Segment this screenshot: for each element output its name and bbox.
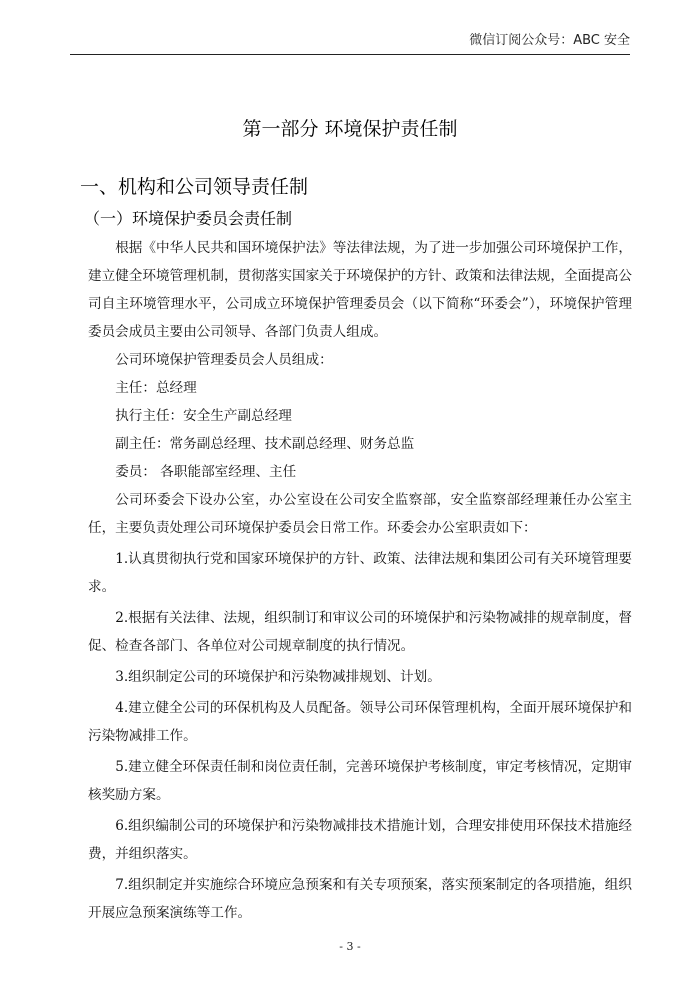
duty-item-1: 1.认真贯彻执行党和国家环境保护的方针、政策、法律法规和集团公司有关环境管理要求。	[88, 551, 632, 595]
document-title: 第一部分 环境保护责任制	[242, 118, 458, 140]
section-heading: 一、机构和公司领导责任制	[80, 176, 309, 198]
duty-item-7: 7.组织制定并实施综合环境应急预案和有关专项预案，落实预案制定的各项措施，组织开展应急预案演练等工作。	[88, 877, 632, 921]
duty-item-4: 4.建立健全公司的环保机构及人员配备。领导公司环保管理机构，全面开展环境保护和污染物减排工作。	[88, 700, 632, 744]
body-text	[88, 234, 632, 927]
paragraph-executive-director: 执行主任：安全生产副总经理	[115, 408, 292, 424]
duty-item-6: 6.组织编制公司的环境保护和污染物减排技术措施计划，合理安排使用环保技术措施经费，并组织落实。	[88, 818, 632, 862]
subsection-heading: （一）环境保护委员会责任制	[84, 209, 293, 228]
header-text: 微信订阅公众号：ABC 安全	[469, 33, 630, 48]
page-header	[70, 30, 630, 55]
duty-item-3: 3.组织制定公司的环境保护和污染物减排规划、计划。	[115, 669, 441, 685]
paragraph-members-heading: 公司环境保护管理委员会人员组成：	[115, 352, 333, 368]
duty-item-5: 5.建立健全环保责任制和岗位责任制，完善环境保护考核制度，审定考核情况，定期审核奖励方案。	[88, 759, 632, 803]
paragraph-deputy-director: 副主任：常务副总经理、技术副总经理、财务总监	[115, 436, 415, 452]
duty-item-2: 2.根据有关法律、法规，组织制订和审议公司的环境保护和污染物减排的规章制度，督促、检查各部门、各单位对公司规章制度的执行情况。	[88, 610, 632, 654]
page-number: - 3 -	[339, 940, 361, 953]
paragraph-director: 主任：总经理	[115, 380, 197, 396]
paragraph-office: 公司环委会下设办公室，办公室设在公司安全监察部，安全监察部经理兼任办公室主任，主要负责处理公司环境保护委员会日常工作。环委会办公室职责如下：	[88, 492, 632, 536]
paragraph-members: 委员： 各职能部室经理、主任	[115, 464, 297, 480]
paragraph-intro: 根据《中华人民共和国环境保护法》等法律法规，为了进一步加强公司环境保护工作，建立健全环境管理机制，贯彻落实国家关于环境保护的方针、政策和法律法规，全面提高公司自主环境管理水平，公司成立环境保护管理委员会（以下简称“环委会”），环境保护管理委员会成员主要由公司领导、各部门负责人组成。	[88, 240, 632, 340]
